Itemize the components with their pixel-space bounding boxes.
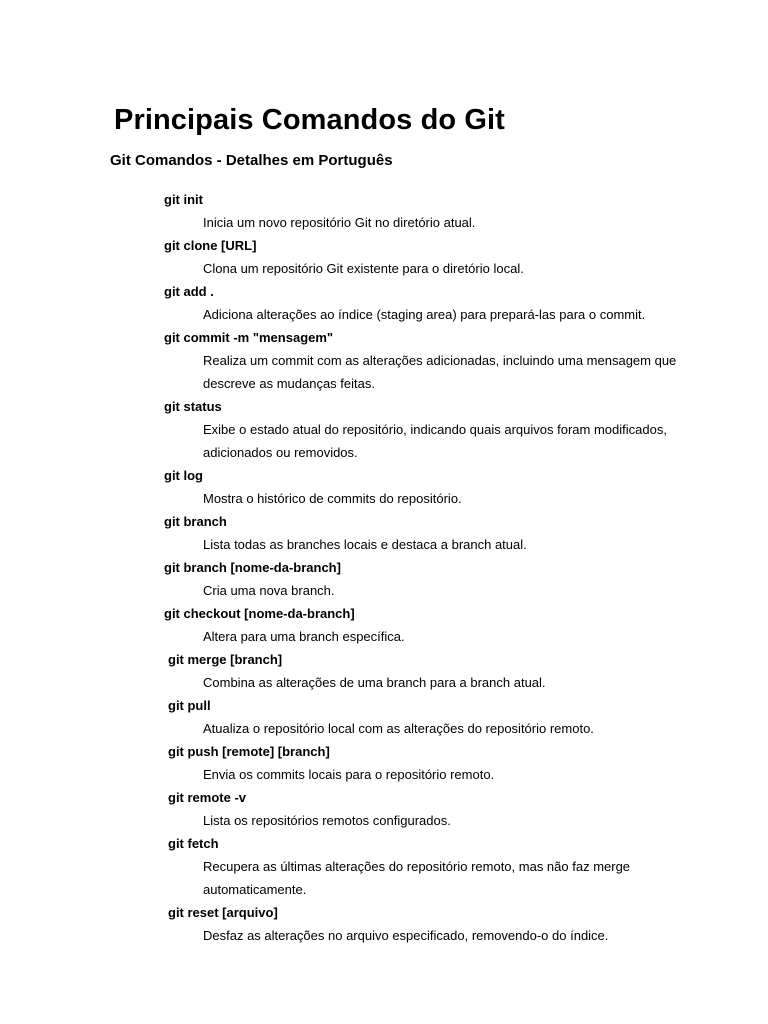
command-description: Envia os commits locais para o repositório remoto. — [203, 767, 495, 782]
command-item — [0, 556, 768, 602]
command-item — [0, 234, 768, 280]
command-description: Altera para uma branch específica. — [203, 629, 405, 644]
command-item — [0, 694, 768, 740]
command-item — [0, 786, 768, 832]
command-description: Desfaz as alterações no arquivo especificado, removendo-o do índice. — [203, 928, 609, 943]
command-name: git init — [164, 192, 203, 207]
command-item — [0, 188, 768, 234]
command-list — [0, 188, 768, 947]
command-description: Cria uma nova branch. — [203, 583, 335, 598]
command-name: git status — [164, 399, 222, 414]
command-description: Mostra o histórico de commits do repositório. — [203, 491, 462, 506]
command-name: git commit -m "mensagem" — [164, 330, 334, 345]
command-description: Lista os repositórios remotos configurados. — [203, 813, 451, 828]
command-description: Recupera as últimas alterações do repositório remoto, mas não faz merge automaticamente. — [203, 859, 631, 897]
command-item — [0, 280, 768, 326]
command-description: Exibe o estado atual do repositório, indicando quais arquivos foram modificados, adicionados ou removidos. — [203, 422, 667, 460]
command-name: git pull — [168, 698, 211, 713]
command-description: Combina as alterações de uma branch para a branch atual. — [203, 675, 546, 690]
command-item — [0, 510, 768, 556]
command-description: Inicia um novo repositório Git no diretório atual. — [203, 215, 476, 230]
command-item — [0, 832, 768, 901]
command-item — [0, 395, 768, 464]
document-title: Principais Comandos do Git — [114, 104, 505, 136]
command-name: git log — [164, 468, 203, 483]
document-subtitle: Git Comandos - Detalhes em Português — [110, 152, 393, 169]
command-item — [0, 901, 768, 947]
command-description: Realiza um commit com as alterações adicionadas, incluindo uma mensagem que descreve as mudanças feitas. — [203, 353, 677, 391]
command-description: Adiciona alterações ao índice (staging area) para prepará-las para o commit. — [203, 307, 646, 322]
command-name: git reset [arquivo] — [168, 905, 278, 920]
command-name: git push [remote] [branch] — [168, 744, 330, 759]
command-item — [0, 648, 768, 694]
command-description: Lista todas as branches locais e destaca a branch atual. — [203, 537, 527, 552]
command-item — [0, 740, 768, 786]
command-item — [0, 464, 768, 510]
command-description: Atualiza o repositório local com as alterações do repositório remoto. — [203, 721, 594, 736]
command-name: git clone [URL] — [164, 238, 257, 253]
command-name: git branch [nome-da-branch] — [164, 560, 341, 575]
command-name: git checkout [nome-da-branch] — [164, 606, 355, 621]
command-description: Clona um repositório Git existente para o diretório local. — [203, 261, 524, 276]
command-name: git merge [branch] — [168, 652, 283, 667]
command-name: git add . — [164, 284, 214, 299]
command-name: git branch — [164, 514, 227, 529]
command-item — [0, 602, 768, 648]
command-item — [0, 326, 768, 395]
command-name: git remote -v — [168, 790, 247, 805]
command-name: git fetch — [168, 836, 219, 851]
